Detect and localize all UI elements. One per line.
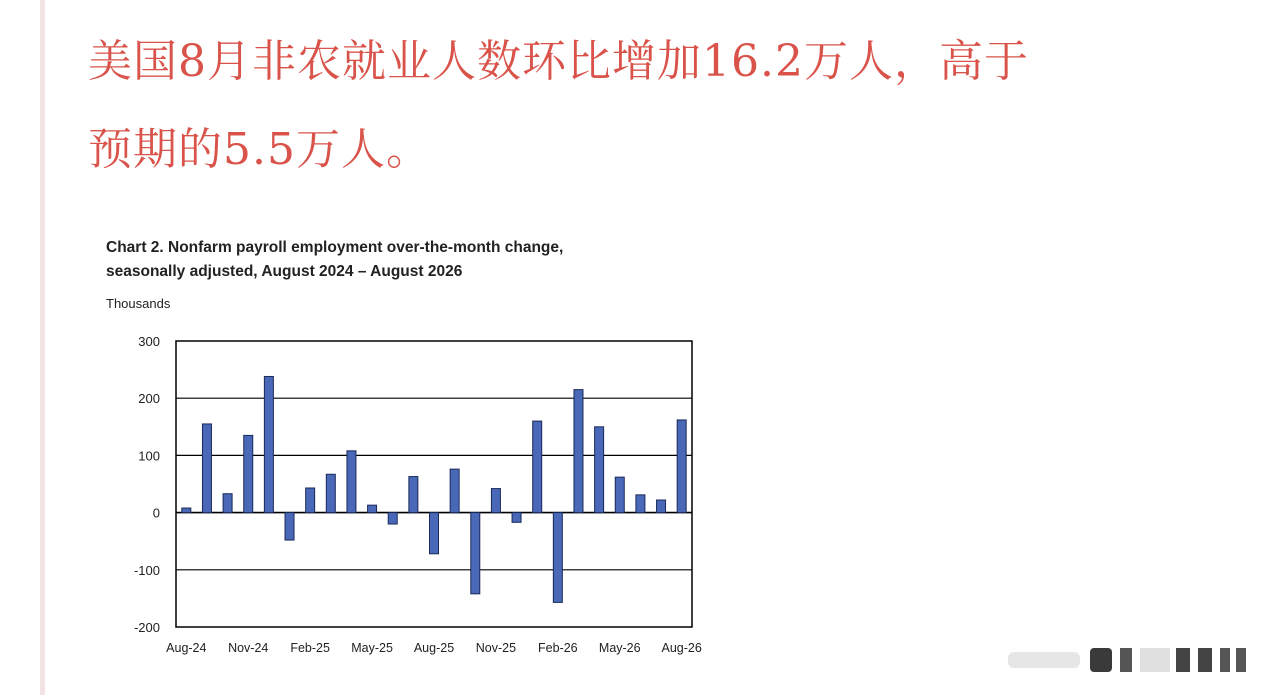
bar (574, 390, 583, 513)
chart-title-line-2: seasonally adjusted, August 2024 – August 2026 (106, 263, 463, 280)
bar (450, 469, 459, 512)
x-tick-label: Feb-25 (290, 641, 330, 655)
plot-area-frame (176, 341, 692, 627)
bar (347, 451, 356, 513)
bar (244, 435, 253, 512)
bar (368, 505, 377, 512)
bar (409, 477, 418, 513)
chart-title-line-1: Chart 2. Nonfarm payroll employment over-the-month change, (106, 239, 564, 256)
y-tick-label: 100 (138, 448, 160, 464)
bar (657, 500, 666, 513)
bar (182, 508, 191, 513)
bar (533, 421, 542, 513)
bar (430, 513, 439, 554)
watermark-logo (1008, 644, 1248, 674)
bar (677, 420, 686, 513)
headline-line-2: 预期的5.5万人。 (88, 124, 431, 175)
bar (306, 488, 315, 513)
bar (491, 489, 500, 513)
y-tick-label: 200 (138, 391, 160, 407)
y-tick-label: -200 (133, 620, 160, 635)
x-tick-label: Feb-26 (538, 641, 578, 655)
bar (595, 427, 604, 513)
y-axis-unit-label: Thousands (106, 296, 171, 311)
bar (326, 474, 335, 512)
bar (471, 513, 480, 594)
bar (285, 513, 294, 540)
bar (388, 513, 397, 524)
x-tick-label: Aug-24 (166, 641, 207, 655)
bar (636, 495, 645, 513)
y-tick-label: 0 (152, 505, 160, 521)
x-tick-label: Nov-25 (475, 641, 517, 655)
bar (512, 513, 521, 523)
x-tick-label: Nov-24 (228, 641, 269, 655)
x-tick-label: Aug-25 (413, 641, 455, 655)
x-tick-label: May-26 (598, 641, 641, 655)
bar (223, 494, 232, 513)
x-tick-label: Aug-26 (661, 641, 702, 655)
bar (202, 424, 211, 513)
x-tick-label: May-25 (351, 641, 393, 655)
bar (615, 477, 624, 512)
y-tick-label: -100 (133, 562, 160, 578)
bar (264, 376, 273, 512)
y-tick-label: 300 (138, 334, 160, 349)
headline-line-1: 美国8月非农就业人数环比增加16.2万人，高于 (88, 36, 1029, 87)
bar (553, 513, 562, 603)
